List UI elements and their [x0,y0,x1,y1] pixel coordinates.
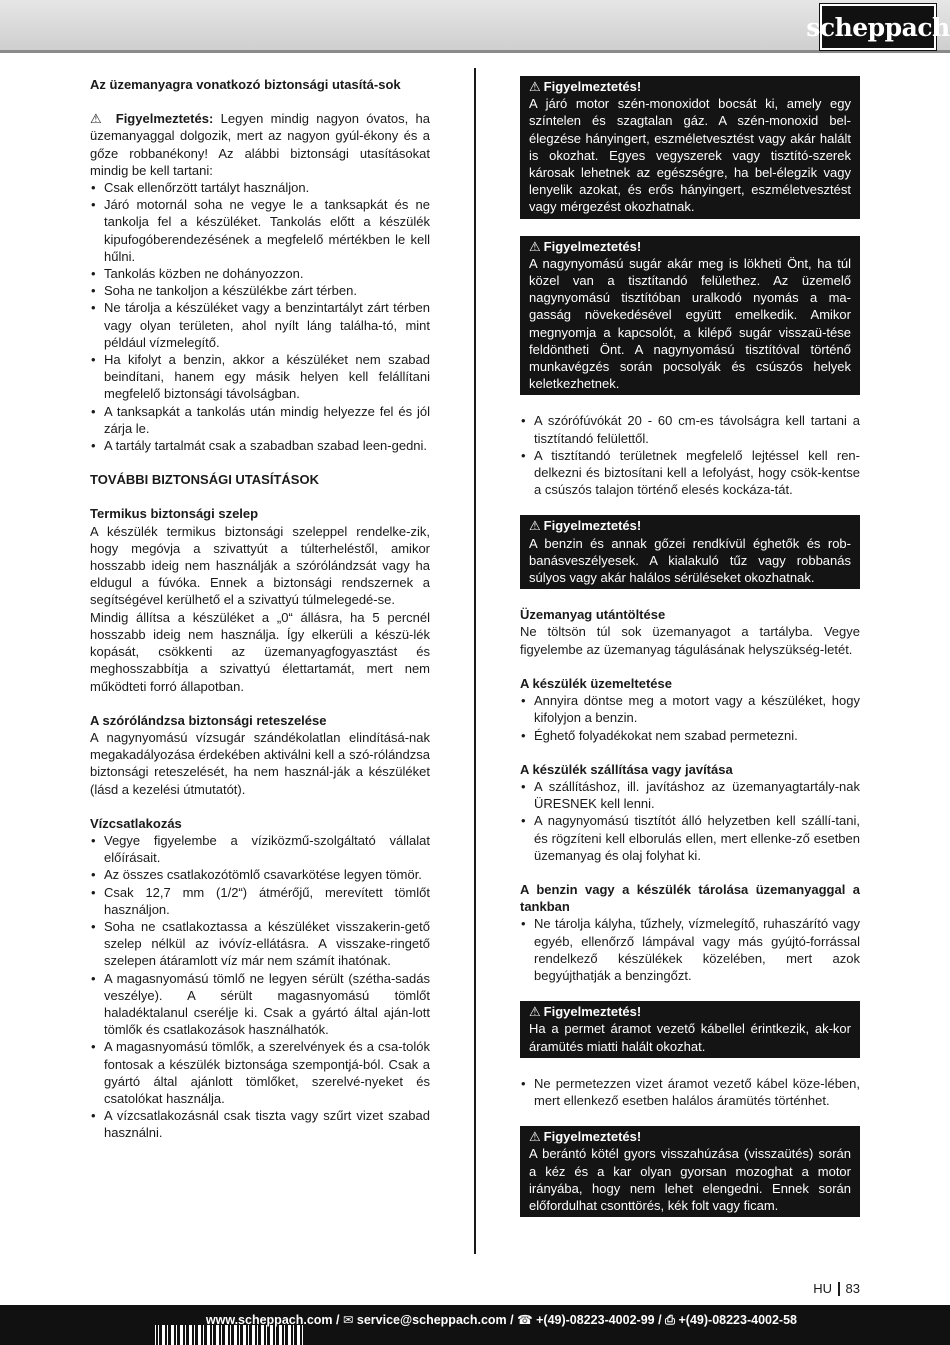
list-item: • Éghető folyadékokat nem szabad permetezni. [520,727,860,744]
list-item: • Csak 12,7 mm (1/2“) átmérőjű, merevített tömlőt használjon. [90,884,430,918]
list-item: • A nagynyomású tisztítót álló helyzetben kell szállí-tani, és rögzíteni kell elborulás ellen, mert ellenke-ző esetben üzemanyag és olaj folyhat ki. [520,812,860,864]
warning-box-high-pressure [520,236,860,396]
storage-bullet-list [520,915,860,984]
list-item: • A tanksapkát a tankolás után mindig helyezze fel és jól zárja le. [90,403,430,437]
list-item: • Az összes csatlakozótömlő csavarkötése legyen tömör. [90,866,430,883]
transport-heading: A készülék szállítása vagy javítása [520,761,733,777]
footer-contact: www.scheppach.com / ✉ service@scheppach.com / ☎ +(49)-08223-4002-99 / ⎙ +(49)-08223-4002-58 [205,1313,797,1327]
warning-text: A járó motor szén-monoxidot bocsát ki, amely egy színtelen és szagtalan gáz. A szén-monoxid bel-élegzése hányingert, eszméletvesztést vagy akár halált is okozhat. Egyes vegyszerek vagy tisztító-szerek károsak lehetnek az egészségre, ha bel-élegzik vagy lenyelik azokat, és erős hányingert, eszméletvesztést vagy mérgezést okozhatnak. [529,96,851,215]
list-item: • A magasnyomású tömlők, a szerelvények és a csa-tolók fontosak a készülék biztonsága szempontjá-ból. Csak a gyártó által ajánlott tömlőket, szerelvé-nyeket és csatolókat használja. [90,1038,430,1107]
page-number-value: 83 [845,1281,860,1296]
fuel-warning-paragraph [90,110,430,179]
warning-title [529,517,851,534]
list-item: • A vízcsatlakozásnál csak tiszta vagy szűrt vizet szabad használni. [90,1107,430,1141]
lance-lock-paragraph: A nagynyomású vízsugár szándékolatlan elindításá-nak megakadályozása érdekében aktiválni kell a szó-rólándzsa biztonsági reteszelését, ha nem használ-ják a készüléket (lásd a kezelési útmutatót). [90,729,430,797]
warning-text: Ha a permet áramot vezető kábellel érintkezik, ak-kor áramütés miatti halált okozhat. [529,1021,851,1054]
water-connection-heading: Vízcsatlakozás [90,815,182,831]
language-code: HU [813,1281,833,1296]
header-bar [0,0,950,53]
cable-bullet-list [520,1075,860,1109]
refuel-heading: Üzemanyag utántöltése [520,607,666,623]
warning-triangle-icon: ⚠ [90,111,106,127]
list-item: • A magasnyomású tömlő ne legyen sérült (szétha-sadás veszélye). A sérült magasnyomású tömlőt haladéktalanul cserélje ki. Csak a gyártó által aján-lott tömlők és csatlakozások használhatók. [90,970,430,1039]
list-item: • A tartály tartalmát csak a szabadban szabad leen-gedni. [90,437,430,454]
footer-bar [0,1305,950,1345]
thermal-valve-paragraph-1: A készülék termikus biztonsági szeleppel rendelke-zik, hogy megóvja a szivattyút a túlterheléstől, amikor hosszabb ideig nem használják a szórólándzsát vagy ha eldugul a fúvóka. Ennek a biztonsági rendszernek a segítségével kerülhető el a szivattyú túlmelegedé-se. [90,523,430,608]
operation-bullet-list [520,692,860,744]
refuel-paragraph: Ne töltsön túl sok üzemanyagot a tartályba. Vegye figyelembe az üzemanyag tágulásának helyszükség-letét. [520,624,860,657]
warning-box-carbon-monoxide [520,76,860,219]
thermal-valve-heading: Termikus biztonsági szelep [90,506,259,522]
list-item: • Soha ne csatlakoztassa a készüléket visszakerin-gető szelep nélkül az ivóvíz-ellátásra. A visszake-ringető szelepen átáramlott víz már nem számít ihatónak. [90,918,430,970]
list-item: • Ne permetezzen vizet áramot vezető kábel köze-lében, mert ellenkező esetben halálos áramütés történhet. [520,1075,860,1109]
nozzle-bullet-list [520,412,860,498]
list-item: • Annyira döntse meg a motort vagy a készüléket, hogy kifolyjon a benzin. [520,692,860,726]
warning-box-electric [520,1001,860,1058]
brand-logo: scheppach [820,4,936,50]
list-item: • A tisztítandó területnek megfelelő lejtéssel kell ren-delkezni és biztosítani kell a lefolyást, hogy csök-kentse a csúszós talajon történő elesés kockáza-tát. [520,447,860,499]
warning-title [529,1003,851,1020]
thermal-valve-paragraph-2: Mindig állítsa a készüléket a „0“ állásra, ha 5 percnél hosszabb ideig nem használja. Így elkerüli a készü-lék kopását, csökkenti az üzemanyagfogyasztást és meghosszabbítja a szivattyú élettartamát, mert nem működteti forró állapotban. [90,609,430,694]
page-number [813,1281,860,1296]
warning-title-text: Figyelmeztetés! [543,518,642,534]
warning-triangle-icon: ⚠ [529,79,541,94]
warning-text: A berántó kötél gyors visszahúzása (visszaütés) során a kéz és a kar olyan gyorsan mozoghat a motor irányába, hogy nem lehet elengedni. Ennek során előfordulhat csonttörés, kék folt vagy ficam. [529,1146,851,1213]
list-item: • Ne tárolja kályha, tűzhely, vízmelegítő, ruhaszárító vagy egyéb, ellenőrző lámpával vagy más gyújtó-forrással rendelkező készülékek közelében, mert azok begyújthatják a benzingőzt. [520,915,860,984]
storage-heading: A benzin vagy a készülék tárolása üzemanyaggal a tankban [520,881,860,915]
list-item: • Ha kifolyt a benzin, akkor a készüléket nem szabad beindítani, hanem egy másik helyen kell felállítani megfelelő biztonsági távolságban. [90,351,430,403]
fuel-safety-heading: Az üzemanyagra vonatkozó biztonsági utasítá-sok [90,77,401,92]
right-column [520,76,860,1217]
barcode-graphic [155,1325,305,1345]
left-column [90,76,430,1142]
fuel-warning-label: Figyelmeztetés: [115,111,214,127]
water-bullet-list [90,832,430,1142]
warning-box-recoil [520,1126,860,1217]
list-item: • Csak ellenőrzött tartályt használjon. [90,179,430,196]
fuel-bullet-list [90,179,430,454]
warning-triangle-icon: ⚠ [529,1129,541,1145]
list-item: • A szállításhoz, ill. javításhoz az üzemanyagtartály-nak ÜRESNEK kell lenni. [520,778,860,812]
operation-heading: A készülék üzemeltetése [520,675,672,691]
list-item: • Vegye figyelembe a víziközmű-szolgáltató vállalat előírásait. [90,832,430,866]
warning-title-text: Figyelmeztetés! [543,79,642,94]
list-item: • A szórófúvókát 20 - 60 cm-es távolságra kell tartani a tisztítandó felülettől. [520,412,860,446]
fuel-warning-text: Legyen mindig nagyon óvatos, ha üzemanyaggal dolgozik, mert az nagyon gyúl-ékony és a gőze robbanékony! Az alábbi biztonsági utasításokat mindig be kell tartani: [90,111,431,178]
warning-triangle-icon: ⚠ [529,518,541,534]
additional-safety-heading: TOVÁBBI BIZTONSÁGI UTASÍTÁSOK [90,472,319,488]
warning-title-text: Figyelmeztetés! [543,1129,642,1145]
transport-bullet-list [520,778,860,864]
list-item: • Járó motornál soha ne vegye le a tanksapkát és ne tankolja fel a készüléket. Tankolás előtt a készülék kipufogóberendezésének a megfelelő mértékben le kell hűlni. [90,196,430,265]
list-item: • Soha ne tankoljon a készülékbe zárt térben. [90,282,430,299]
page-number-separator [838,1282,840,1296]
warning-title-text: Figyelmeztetés! [543,238,642,254]
warning-triangle-icon: ⚠ [529,238,541,254]
list-item: • Tankolás közben ne dohányozzon. [90,265,430,282]
warning-text: A benzin és annak gőzei rendkívül éghetők és rob-banásveszélyesek. A kialakuló tűz vagy robbanás súlyos vagy akár halálos sérüléseket okozhatnak. [529,535,851,586]
warning-box-petrol [520,515,860,589]
column-divider [474,68,476,1254]
warning-triangle-icon: ⚠ [529,1004,541,1020]
warning-title-text: Figyelmeztetés! [543,1004,642,1020]
lance-lock-heading: A szórólándzsa biztonsági reteszelése [90,712,327,728]
warning-text: A nagynyomású sugár akár meg is lökheti Önt, ha túl közel van a tisztítandó felülethez. Az üzemelő nagynyomású tisztítóban uralkodó nyomás a ma-gasság növekedésével együtt emelkedik. Amikor megnyomja a kapcsolót, a kilépő sugár visszaü-tése feldöntheti Önt. A nagynyomású tisztítóval történő munkavégzés során pocsolyák és csúszós helyek keletkezhetnek. [529,255,851,392]
warning-title [529,238,851,255]
list-item: • Ne tárolja a készüléket vagy a benzintartályt zárt térben vagy olyan területen, ahol nyílt láng találha-tó, mint például vízmelegítő. [90,299,430,351]
warning-title [529,1128,851,1145]
warning-title [529,78,851,95]
